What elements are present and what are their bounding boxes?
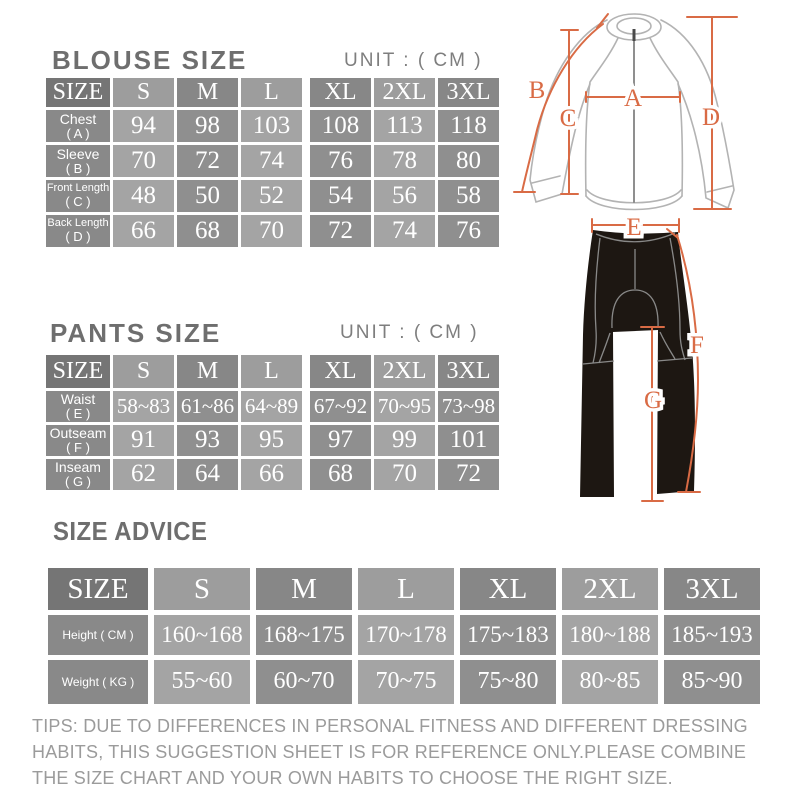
size-value: 95 [241, 425, 302, 456]
size-col-header: 2XL [374, 78, 435, 107]
measure-label-C: C [559, 105, 577, 132]
size-value: 54 [310, 180, 371, 212]
row-label-line: ( E ) [65, 406, 91, 422]
row-label-line: ( B ) [65, 160, 91, 176]
size-value: 94 [113, 110, 174, 142]
blouse-size-title: BLOUSE SIZE [52, 45, 248, 75]
size-value: 56 [374, 180, 435, 212]
pants-silhouette-drawing [580, 230, 695, 497]
size-value: 108 [310, 110, 371, 142]
size-col-header: S [154, 568, 250, 610]
row-label-line: ( G ) [65, 474, 91, 490]
size-value: 74 [374, 215, 435, 247]
row-label-line: Outseam [49, 425, 107, 442]
size-value: 61~86 [177, 391, 238, 422]
size-value: 58~83 [113, 391, 174, 422]
size-col-header: 3XL [438, 78, 499, 107]
size-value: 103 [241, 110, 302, 142]
table-corner-header: SIZE [46, 78, 110, 107]
row-label-line: Weight ( KG ) [61, 674, 135, 689]
row-label-line: ( A ) [66, 125, 90, 141]
row-label [46, 391, 110, 422]
size-value: 175~183 [460, 615, 556, 655]
pants-unit-label: UNIT : ( CM ) [340, 322, 479, 343]
size-col-header: M [256, 568, 352, 610]
size-value: 68 [310, 459, 371, 490]
size-value: 97 [310, 425, 371, 456]
size-value: 160~168 [154, 615, 250, 655]
row-label-line: Height ( CM ) [62, 627, 134, 642]
size-value: 74 [241, 145, 302, 177]
size-value: 118 [438, 110, 499, 142]
size-col-header: XL [310, 78, 371, 107]
row-label-line: Front Length [46, 182, 110, 195]
size-value: 70 [374, 459, 435, 490]
size-value: 170~178 [358, 615, 454, 655]
tips-line: HABITS, THIS SUGGESTION SHEET IS FOR REFERENCE ONLY.PLEASE COMBINE [32, 742, 747, 762]
row-label [46, 425, 110, 456]
size-value: 72 [310, 215, 371, 247]
size-value: 66 [113, 215, 174, 247]
size-value: 93 [177, 425, 238, 456]
size-value: 180~188 [562, 615, 658, 655]
measure-label-E: E [626, 214, 642, 241]
size-value: 70 [241, 215, 302, 247]
table-corner-header: SIZE [48, 568, 148, 610]
size-value: 58 [438, 180, 499, 212]
size-col-header: L [358, 568, 454, 610]
measure-label-A: A [623, 85, 643, 112]
size-value: 66 [241, 459, 302, 490]
size-value: 55~60 [154, 660, 250, 704]
tips-text [32, 713, 782, 791]
size-value: 67~92 [310, 391, 371, 422]
size-col-header: 2XL [374, 355, 435, 388]
size-value: 75~80 [460, 660, 556, 704]
row-label-line: ( D ) [65, 228, 91, 244]
size-col-header: 3XL [438, 355, 499, 388]
size-value: 113 [374, 110, 435, 142]
size-value: 85~90 [664, 660, 760, 704]
size-col-header: S [113, 355, 174, 388]
row-label-line: Chest [59, 110, 97, 127]
size-value: 48 [113, 180, 174, 212]
size-col-header: XL [460, 568, 556, 610]
size-value: 60~70 [256, 660, 352, 704]
garment-measurement-diagram [500, 0, 800, 520]
size-value: 70 [113, 145, 174, 177]
row-label [46, 110, 110, 142]
blouse-unit-label: UNIT : ( CM ) [344, 50, 483, 71]
size-value: 52 [241, 180, 302, 212]
size-col-header: L [241, 355, 302, 388]
measure-label-D: D [701, 104, 721, 131]
row-label-line: Back Length [47, 217, 109, 230]
row-label-line: Waist [60, 391, 96, 408]
pants-size-table [46, 355, 499, 493]
size-value: 70~75 [358, 660, 454, 704]
size-col-header: M [177, 355, 238, 388]
table-corner-header: SIZE [46, 355, 110, 388]
row-label [46, 215, 110, 247]
size-value: 76 [438, 215, 499, 247]
size-value: 78 [374, 145, 435, 177]
measure-label-G: G [643, 387, 663, 414]
size-value: 168~175 [256, 615, 352, 655]
size-col-header: XL [310, 355, 371, 388]
size-col-header: 3XL [664, 568, 760, 610]
size-advice-title: SIZE ADVICE [53, 516, 208, 546]
size-col-header: M [177, 78, 238, 107]
row-label [46, 459, 110, 490]
size-value: 64~89 [241, 391, 302, 422]
row-label [48, 615, 148, 655]
size-value: 62 [113, 459, 174, 490]
size-value: 101 [438, 425, 499, 456]
size-value: 80 [438, 145, 499, 177]
size-value: 72 [177, 145, 238, 177]
blouse-size-table [46, 78, 499, 250]
measure-label-F: F [690, 332, 704, 359]
row-label-line: ( C ) [65, 193, 91, 209]
row-label-line: Sleeve [56, 145, 100, 162]
size-value: 98 [177, 110, 238, 142]
measure-label-B: B [528, 77, 546, 104]
size-value: 64 [177, 459, 238, 490]
size-value: 76 [310, 145, 371, 177]
size-value: 68 [177, 215, 238, 247]
row-label-line: ( F ) [66, 440, 90, 456]
row-label [46, 145, 110, 177]
size-value: 72 [438, 459, 499, 490]
size-advice-table [48, 568, 760, 709]
size-value: 73~98 [438, 391, 499, 422]
row-label [46, 180, 110, 212]
size-value: 91 [113, 425, 174, 456]
size-col-header: 2XL [562, 568, 658, 610]
size-value: 185~193 [664, 615, 760, 655]
size-col-header: L [241, 78, 302, 107]
pants-size-title: PANTS SIZE [50, 318, 222, 348]
size-value: 99 [374, 425, 435, 456]
row-label [48, 660, 148, 704]
row-label-line: Inseam [55, 459, 101, 476]
tips-line: THE SIZE CHART AND YOUR OWN HABITS TO CHOOSE THE RIGHT SIZE. [32, 768, 673, 788]
size-value: 70~95 [374, 391, 435, 422]
tips-line: TIPS: DUE TO DIFFERENCES IN PERSONAL FITNESS AND DIFFERENT DRESSING [32, 716, 748, 736]
size-col-header: S [113, 78, 174, 107]
size-value: 50 [177, 180, 238, 212]
size-value: 80~85 [562, 660, 658, 704]
